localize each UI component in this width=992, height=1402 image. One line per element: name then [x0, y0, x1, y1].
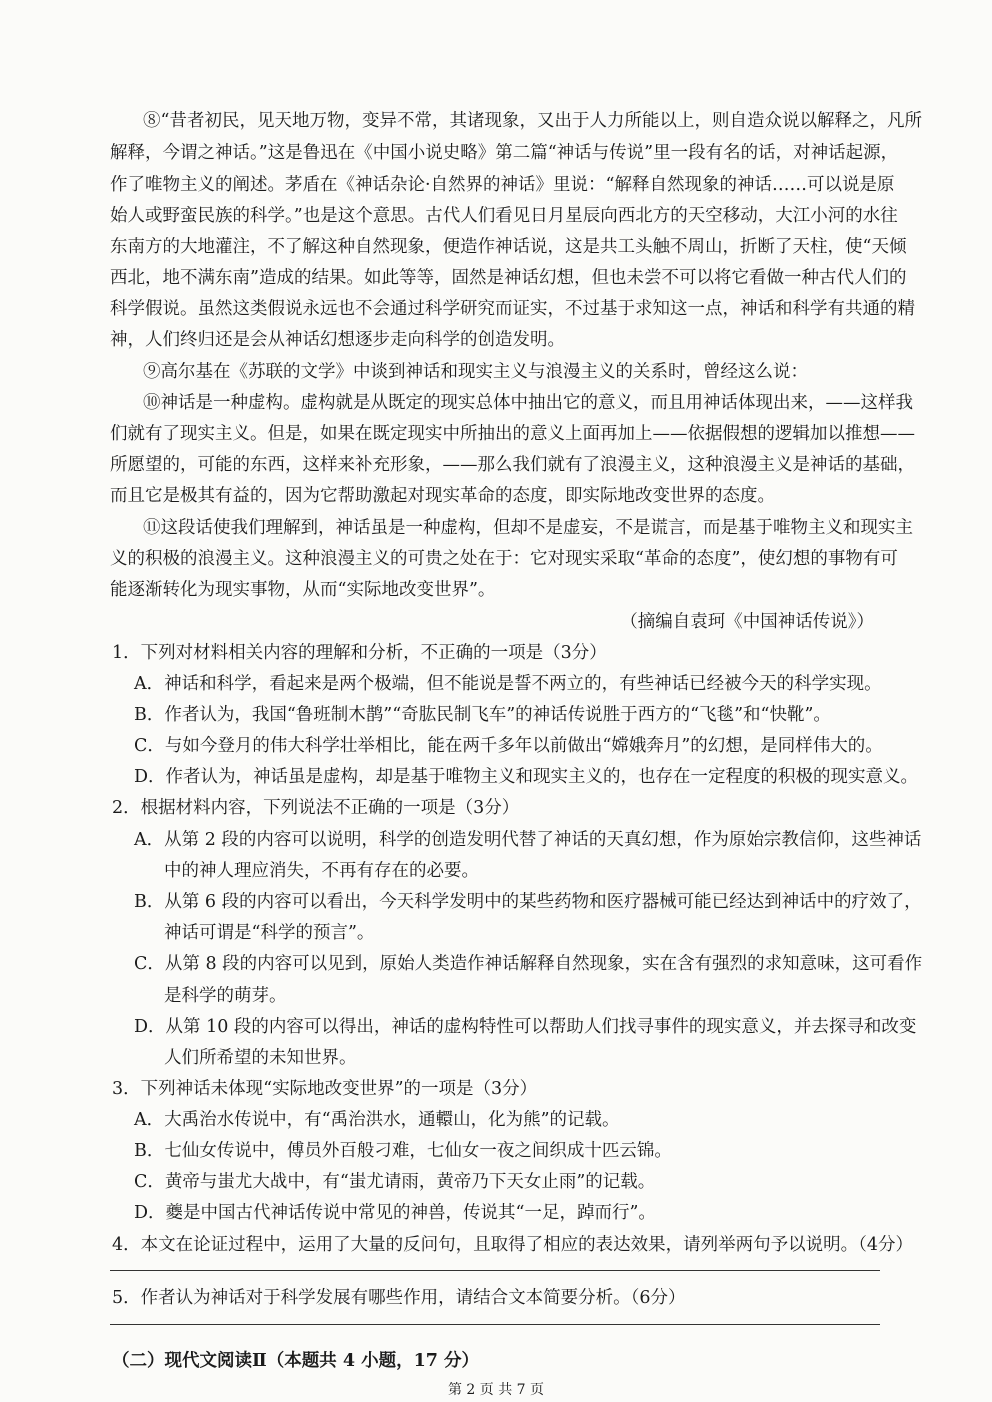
- passage-p10-line-4: 而且它是极其有益的，因为它帮助激起对现实革命的态度，即实际地改变世界的态度。: [110, 486, 775, 506]
- question-1-option-b: B．作者认为，我国“鲁班制木鹊”“奇肱民制飞车”的神话传说胜于西方的“飞毯”和“快靴”。: [134, 705, 831, 725]
- question-2-option-d-cont: 人们所希望的未知世界。: [164, 1048, 357, 1068]
- question-2-option-a: A．从第 2 段的内容可以说明，科学的创造发明代替了神话的天真幻想，作为原始宗教信仰，这些神话: [134, 830, 922, 850]
- passage-p10-line-3: 所愿望的，可能的东西，这样来补充形象，——那么我们就有了浪漫主义，这种浪漫主义是神话的基础，: [110, 455, 915, 475]
- passage-p11-line-1: ⑪这段话使我们理解到，神话虽是一种虚构，但却不是虚妄，不是谎言，而是基于唯物主义和现实主: [143, 518, 913, 538]
- passage-p8-line-8: 神，人们终归还是会从神话幻想逐步走向科学的创造发明。: [110, 330, 565, 350]
- question-1-option-a: A．神话和科学，看起来是两个极端，但不能说是誓不两立的，有些神话已经被今天的科学实现。: [134, 674, 882, 694]
- passage-p8-line-3: 作了唯物主义的阐述。茅盾在《神话杂论·自然界的神话》里说：“解释自然现象的神话……可以说是原: [110, 175, 895, 195]
- passage-p11-line-3: 能逐渐转化为现实事物，从而“实际地改变世界”。: [110, 580, 496, 600]
- question-5-stem: 5．作者认为神话对于科学发展有哪些作用，请结合文本简要分析。（6分）: [112, 1288, 686, 1308]
- passage-p10-line-1: ⑩神话是一种虚构。虚构就是从既定的现实总体中抽出它的意义，而且用神话体现出来，——这样我: [143, 393, 913, 413]
- question-1-option-c: C．与如今登月的伟大科学壮举相比，能在两千多年以前做出“嫦娥奔月”的幻想，是同样伟大的。: [134, 736, 883, 756]
- passage-p8-line-7: 科学假说。虽然这类假说永远也不会通过科学研究而证实，不过基于求知这一点，神话和科学有共通的精: [110, 299, 915, 319]
- question-2-option-a-cont: 中的神人理应消失，不再有存在的必要。: [164, 861, 479, 881]
- question-2-option-c: C．从第 8 段的内容可以见到，原始人类造作神话解释自然现象，实在含有强烈的求知意味，这可看作: [134, 954, 923, 974]
- question-1-option-d: D．作者认为，神话虽是虚构，却是基于唯物主义和现实主义的，也存在一定程度的积极的现实意义。: [134, 767, 919, 787]
- passage-source: （摘编自袁珂《中国神话传说》）: [620, 612, 874, 632]
- question-2-stem: 2．根据材料内容，下列说法不正确的一项是（3分）: [112, 798, 520, 818]
- passage-p8-line-1: ⑧“昔者初民，见天地万物，变异不常，其诸现象，又出于人力所能以上，则自造众说以解释之，凡所: [143, 111, 922, 131]
- passage-p8-line-4: 始人或野蛮民族的科学。”也是这个意思。古代人们看见日月星辰向西北方的天空移动，大江小河的水往: [110, 206, 898, 226]
- question-2-option-b: B．从第 6 段的内容可以看出，今天科学发明中的某些药物和医疗器械可能已经达到神话中的疗效了，: [134, 892, 922, 912]
- question-3-option-b: B．七仙女传说中，傅员外百般刁难，七仙女一夜之间织成十匹云锦。: [134, 1141, 672, 1161]
- question-3-stem: 3．下列神话未体现“实际地改变世界”的一项是（3分）: [112, 1079, 538, 1099]
- passage-p11-line-2: 义的积极的浪漫主义。这种浪漫主义的可贵之处在于：它对现实采取“革命的态度”，使幻想的事物有可: [110, 549, 898, 569]
- question-2-option-b-cont: 神话可谓是“科学的预言”。: [164, 923, 375, 943]
- passage-p8-line-2: 解释，今谓之神话。”这是鲁迅在《中国小说史略》第二篇“神话与传说”里一段有名的话，对神话起源，: [110, 143, 899, 163]
- question-4-answer-line[interactable]: [110, 1270, 880, 1271]
- passage-p9-line-1: ⑨高尔基在《苏联的文学》中谈到神话和现实主义与浪漫主义的关系时，曾经这么说：: [143, 362, 808, 382]
- question-3-option-c: C．黄帝与蚩尤大战中，有“蚩尤请雨，黄帝乃下天女止雨”的记载。: [134, 1172, 656, 1192]
- question-1-stem: 1．下列对材料相关内容的理解和分析，不正确的一项是（3分）: [112, 643, 607, 663]
- passage-p10-line-2: 们就有了现实主义。但是，如果在既定现实中所抽出的意义上面再加上——依据假想的逻辑加以推想——: [110, 424, 915, 444]
- question-3-option-a: A．大禹治水传说中，有“禹治洪水，通轘山，化为熊”的记载。: [134, 1110, 620, 1130]
- question-2-option-d: D．从第 10 段的内容可以得出，神话的虚构特性可以帮助人们找寻事件的现实意义，并去探寻和改变: [134, 1017, 917, 1037]
- section-heading: （二）现代文阅读Ⅱ（本题共 4 小题，17 分）: [112, 1351, 480, 1371]
- passage-p8-line-5: 东南方的大地灌注，不了解这种自然现象，便造作神话说，这是共工头触不周山，折断了天柱，使“天倾: [110, 237, 907, 257]
- question-2-option-c-cont: 是科学的萌芽。: [164, 986, 287, 1006]
- question-5-answer-line[interactable]: [110, 1324, 880, 1325]
- passage-p8-line-6: 西北，地不满东南”造成的结果。如此等等，固然是神话幻想，但也未尝不可以将它看做一种古代人们的: [110, 268, 907, 288]
- question-3-option-d: D．夔是中国古代神话传说中常见的神兽，传说其“一足，踔而行”。: [134, 1203, 656, 1223]
- question-4-stem: 4．本文在论证过程中，运用了大量的反问句，且取得了相应的表达效果，请列举两句予以说明。（4分）: [112, 1235, 914, 1255]
- page-footer: 第 2 页 共 7 页: [447, 1382, 545, 1398]
